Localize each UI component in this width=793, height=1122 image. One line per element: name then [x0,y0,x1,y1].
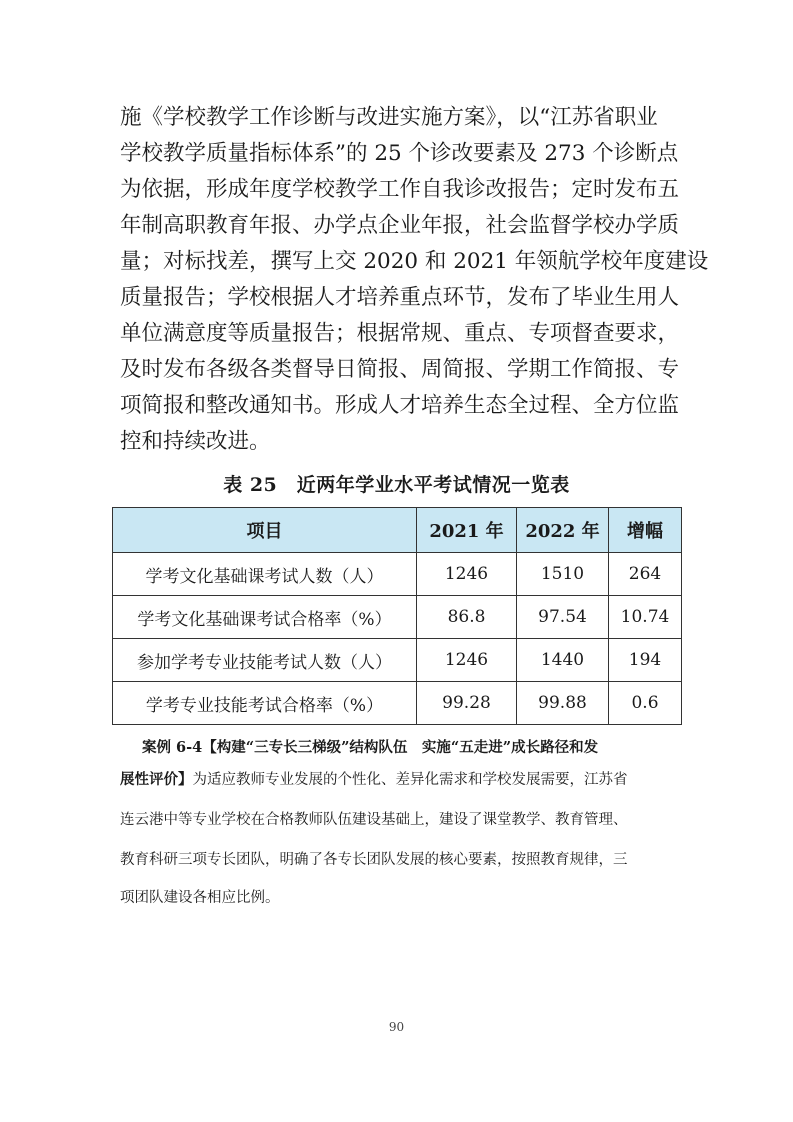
paragraph-line: 学校教学质量指标体系”的 25 个诊改要素及 273 个诊断点 [120,141,679,166]
table-cell: 10.74 [609,596,682,639]
table-header-row [113,508,682,553]
table-caption: 表 25 近两年学业水平考试情况一览表 [223,474,570,496]
table-cell: 99.28 [417,682,517,725]
paragraph-line: 为依据，形成年度学校教学工作自我诊改报告；定时发布五 [120,177,680,202]
table-cell: 194 [609,639,682,682]
table-cell: 97.54 [517,596,609,639]
case-title-end: 展性评价】 [120,771,193,788]
case-line [120,765,628,795]
paragraph-line: 项简报和整改通知书。形成人才培养生态全过程、全方位监 [120,393,680,418]
case-line: 连云港中等专业学校在合格教师队伍建设基础上，建设了课堂教学、教育管理、 [120,812,628,828]
paragraph-line: 及时发布各级各类督导日简报、周简报、学期工作简报、专 [120,357,680,382]
table-cell: 1246 [417,639,517,682]
paragraph-line: 控和持续改进。 [120,429,271,454]
header-increase: 增幅 [609,508,682,553]
case-line: 教育科研三项专长团队，明确了各专长团队发展的核心要素，按照教育规律，三 [120,852,628,868]
header-item: 项目 [113,508,417,553]
table-cell: 86.8 [417,596,517,639]
table-cell: 参加学考专业技能考试人数（人） [113,639,417,682]
table-cell: 学考文化基础课考试合格率（%） [113,596,417,639]
header-2021: 2021 年 [417,508,517,553]
table-row [113,682,682,725]
case-text: 为适应教师专业发展的个性化、差异化需求和学校发展需要，江苏省 [192,772,628,788]
paragraph-line: 施《学校教学工作诊断与改进实施方案》，以“江苏省职业 [120,105,658,130]
page-number: 90 [388,1020,405,1034]
paragraph-line: 年制高职教育年报、办学点企业年报，社会监督学校办学质 [120,213,680,238]
table-row [113,639,682,682]
paragraph-line: 单位满意度等质量报告；根据常规、重点、专项督查要求， [120,321,680,346]
case-title: 案例 6-4【构建“三专长三梯级”结构队伍 实施“五走进”成长路径和发 [142,739,599,756]
table-cell: 学考文化基础课考试人数（人） [113,553,417,596]
table-row [113,596,682,639]
case-line: 项团队建设各相应比例。 [120,890,280,906]
exam-stats-table [112,507,682,725]
table-cell: 学考专业技能考试合格率（%） [113,682,417,725]
table-cell: 1440 [517,639,609,682]
table-cell: 1246 [417,553,517,596]
header-2022: 2022 年 [517,508,609,553]
table-row [113,553,682,596]
paragraph-line: 质量报告；学校根据人才培养重点环节，发布了毕业生用人 [120,285,680,310]
paragraph-line: 量；对标找差，撰写上交 2020 和 2021 年领航学校年度建设 [120,249,709,274]
table-cell: 0.6 [609,682,682,725]
table-cell: 1510 [517,553,609,596]
table-cell: 264 [609,553,682,596]
table-cell: 99.88 [517,682,609,725]
